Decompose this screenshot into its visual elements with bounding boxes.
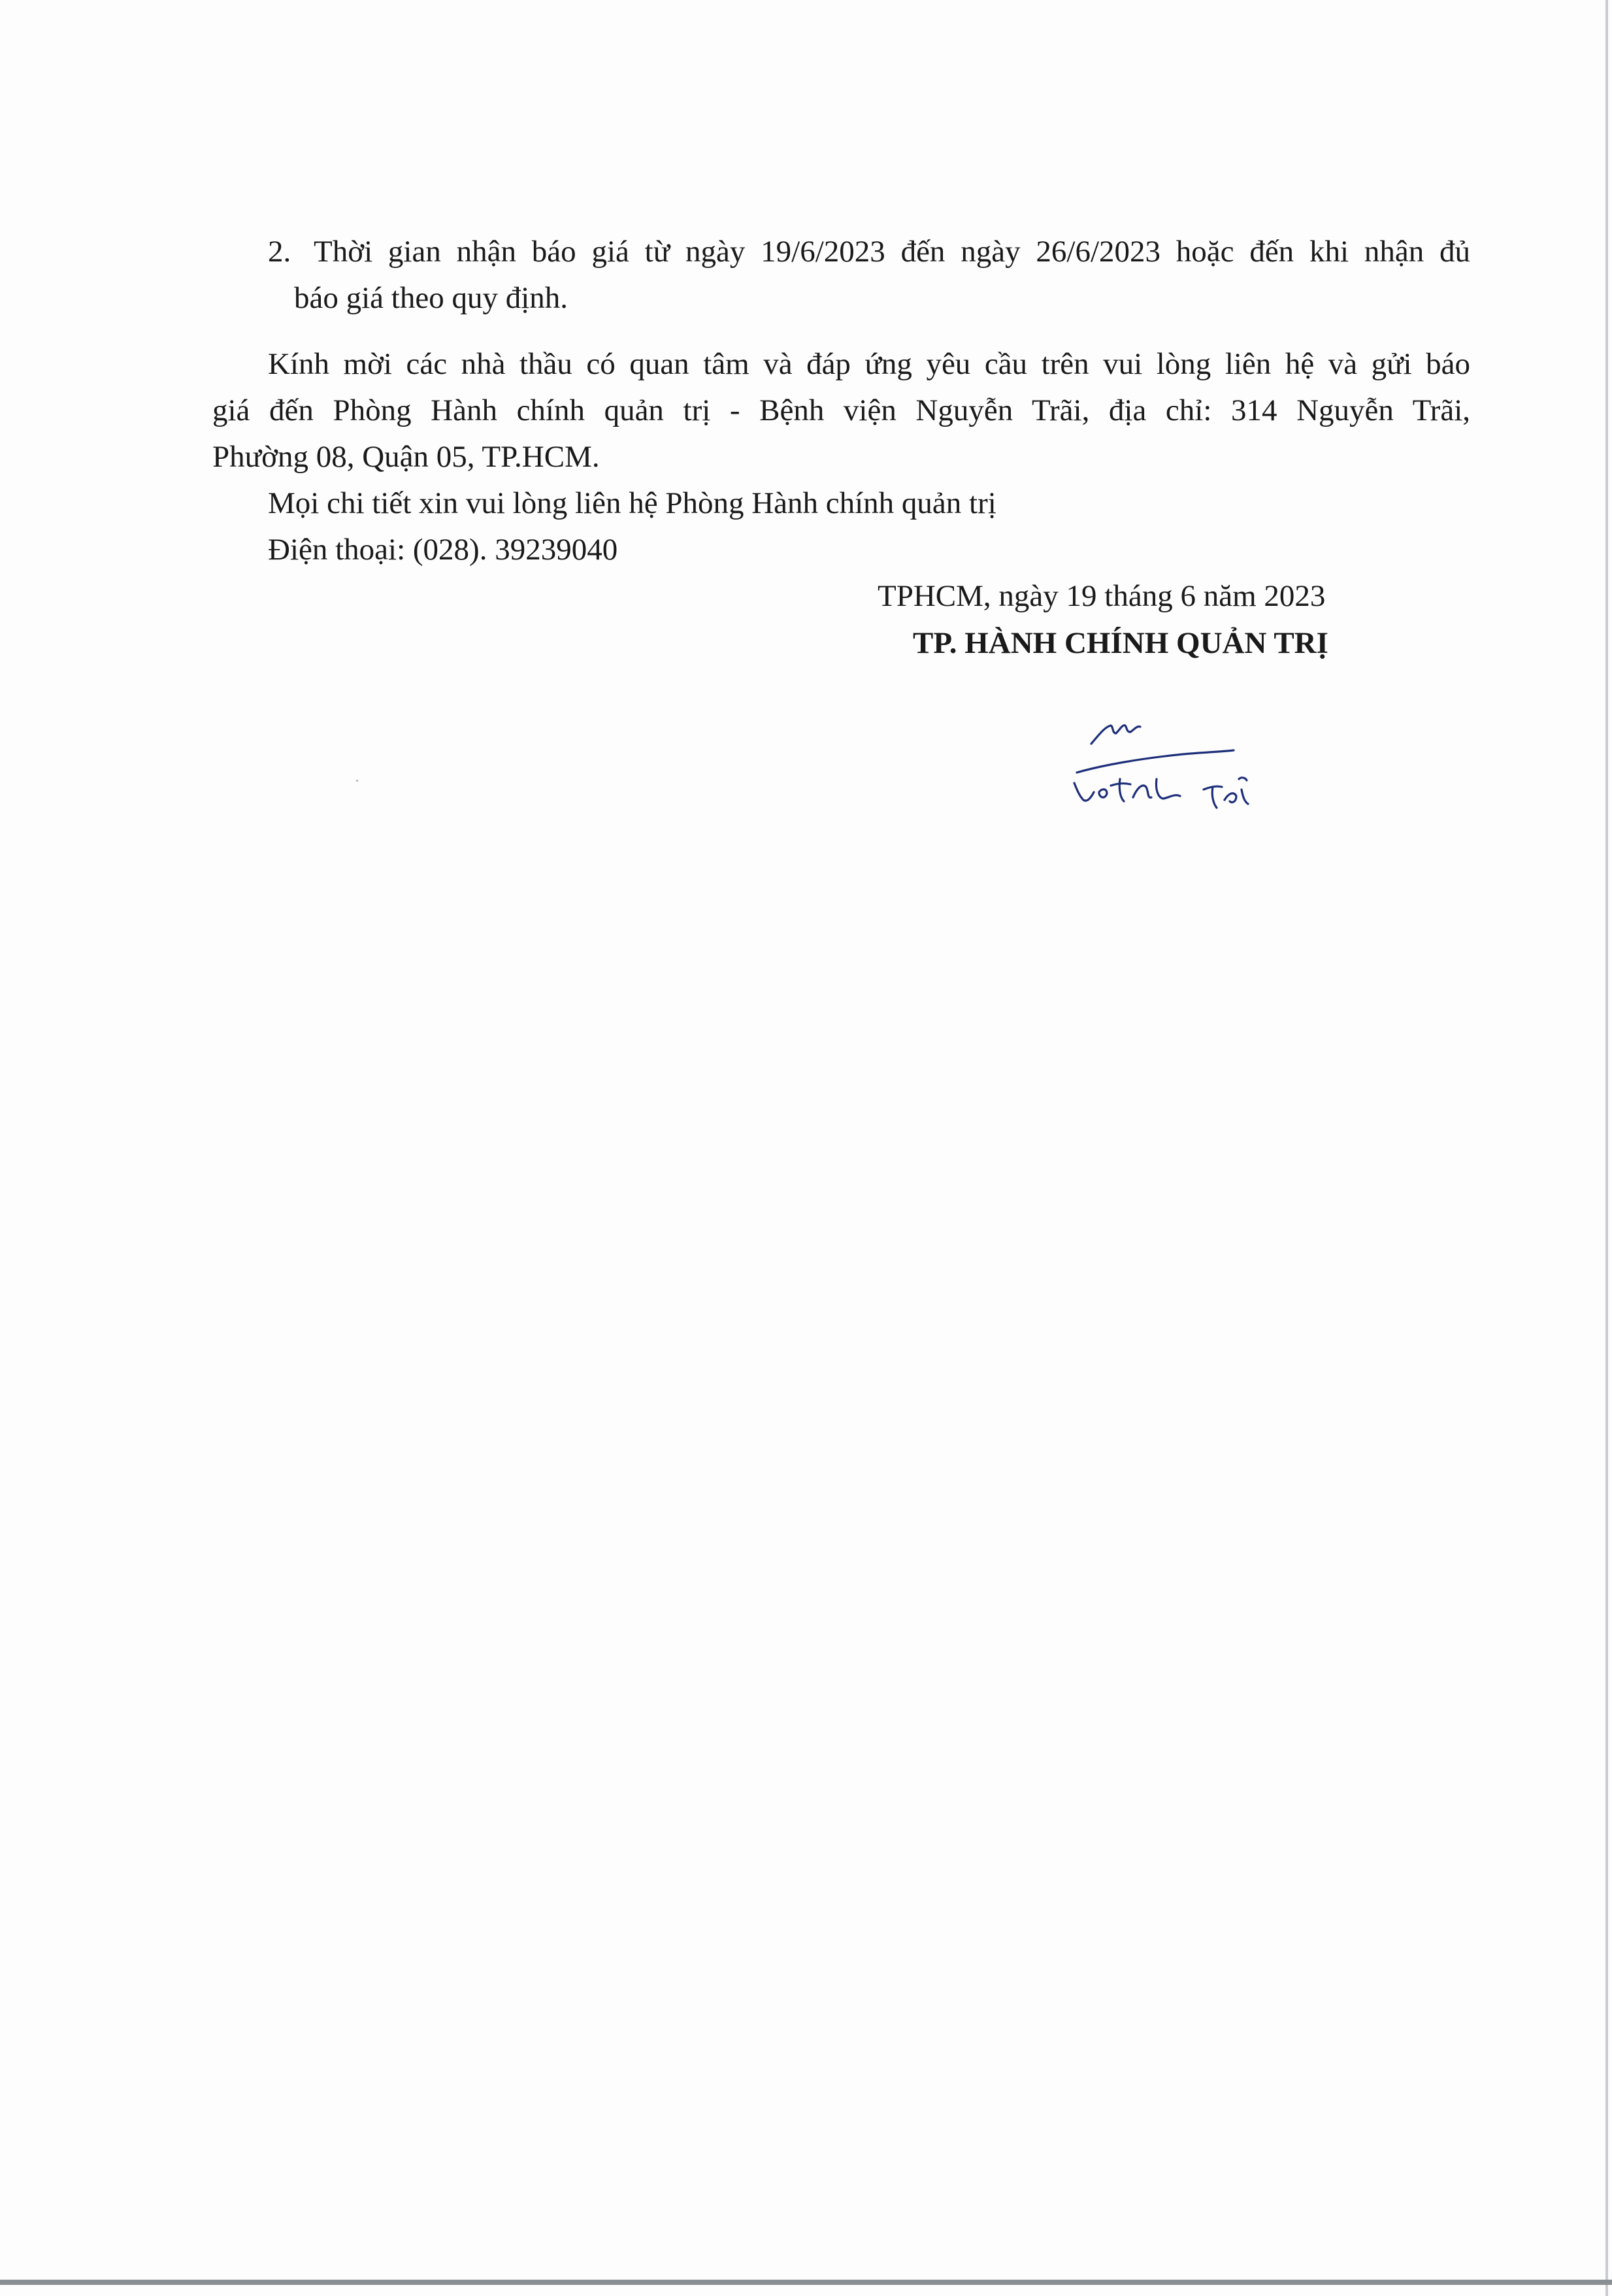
text-line-1 bbox=[314, 232, 1470, 271]
page-edge-bottom bbox=[0, 2280, 1612, 2285]
text-line-6: Mọi chi tiết xin vui lòng liên hệ Phòng Hành chính quản trị bbox=[268, 486, 996, 520]
signer-title: TP. HÀNH CHÍNH QUẢN TRỊ bbox=[913, 626, 1328, 660]
list-item-number: 2. bbox=[268, 235, 291, 269]
page-edge-right bbox=[1605, 0, 1608, 2296]
date-line: TPHCM, ngày 19 tháng 6 năm 2023 bbox=[878, 579, 1326, 613]
text-line-1-content: Thời gian nhận báo giá từ ngày 19/6/2023 đến ngày 26/6/2023 hoặc đến khi nhận đủ bbox=[314, 235, 1470, 269]
text-line-3-content: Kính mời các nhà thầu có quan tâm và đáp ứng yêu cầu trên vui lòng liên hệ và gửi báo bbox=[268, 347, 1470, 381]
text-line-2: báo giá theo quy định. bbox=[294, 281, 568, 315]
handwritten-signature bbox=[1065, 706, 1313, 837]
text-line-5: Phường 08, Quận 05, TP.HCM. bbox=[212, 440, 600, 474]
text-line-4-content: giá đến Phòng Hành chính quản trị - Bệnh viện Nguyễn Trãi, địa chỉ: 314 Nguyễn Trãi, bbox=[212, 393, 1470, 427]
text-line-4 bbox=[212, 391, 1470, 430]
scan-speck bbox=[356, 780, 358, 782]
text-line-7: Điện thoại: (028). 39239040 bbox=[268, 533, 618, 567]
text-line-3 bbox=[268, 344, 1470, 384]
